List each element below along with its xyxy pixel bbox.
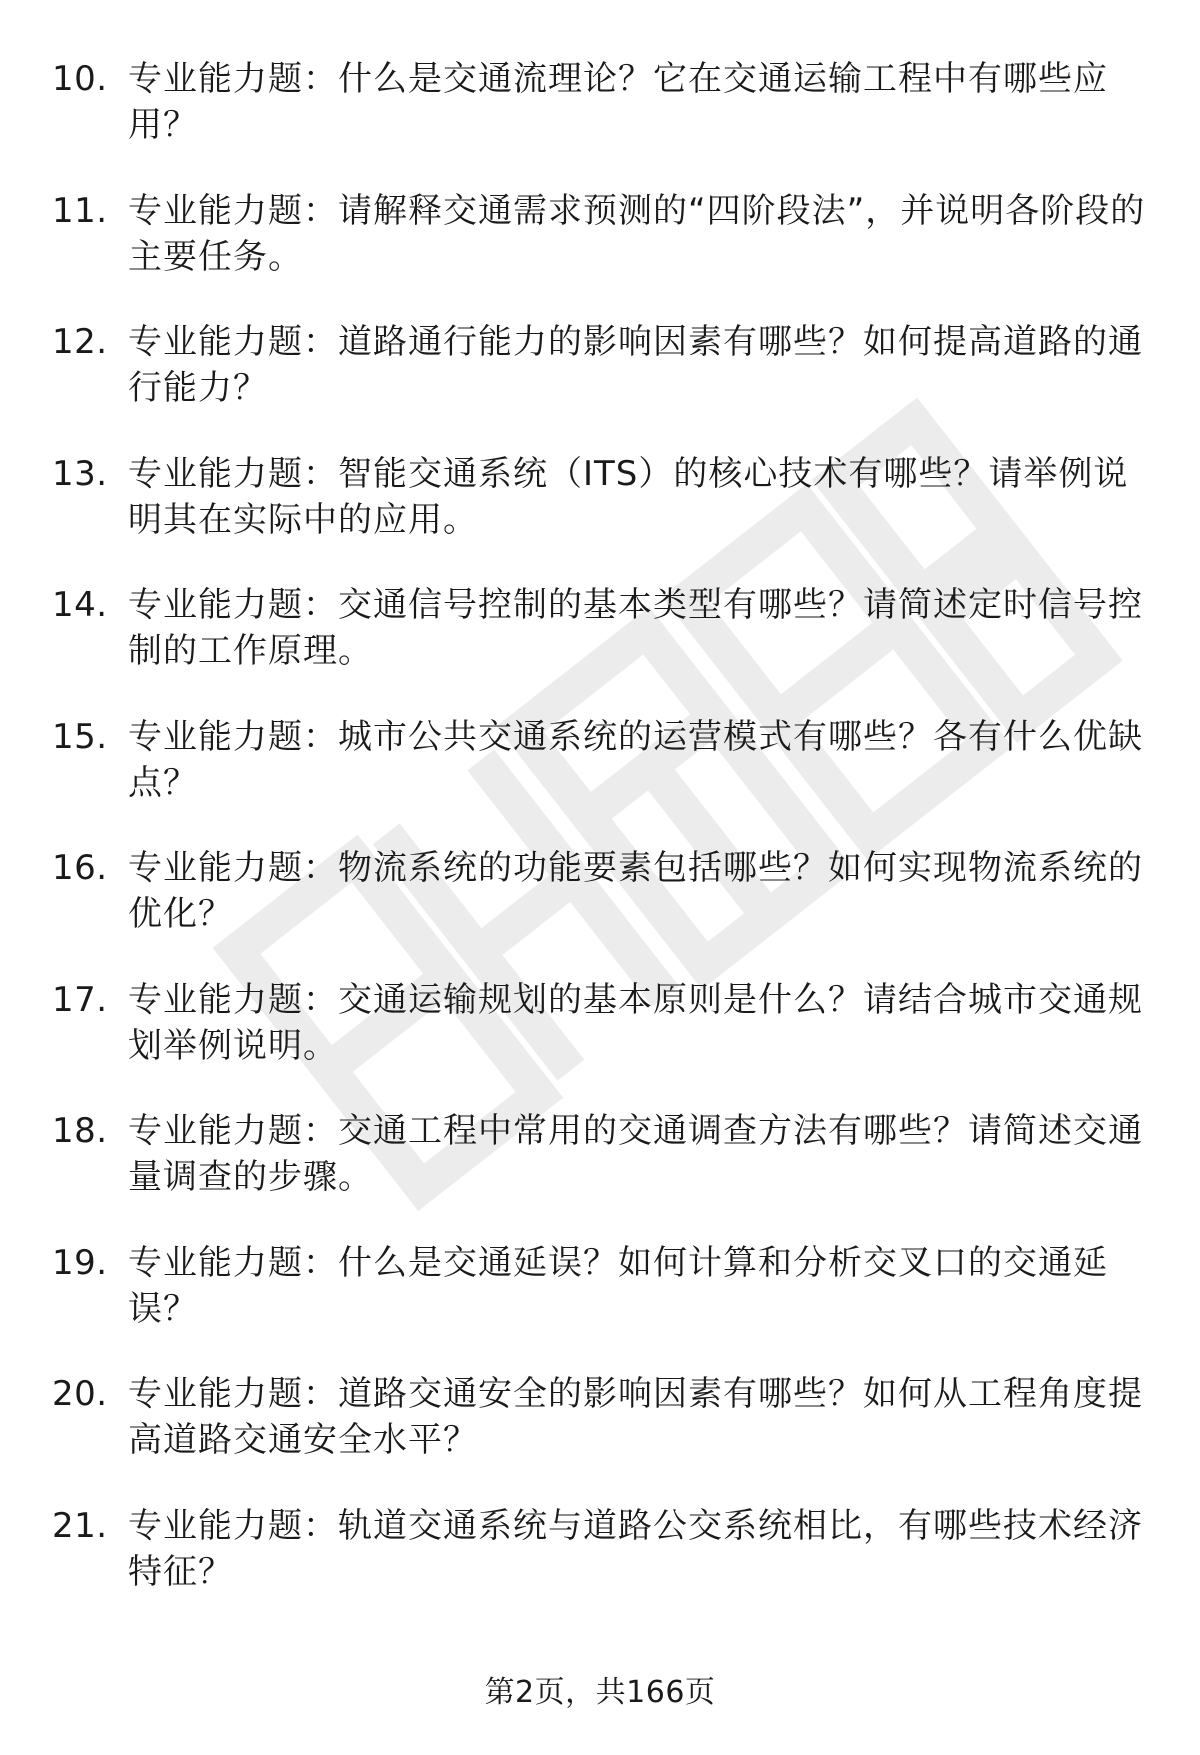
question-number: 19. bbox=[52, 1242, 108, 1283]
question-text: 专业能力题：请解释交通需求预测的“四阶段法”，并说明各阶段的主要任务。 bbox=[128, 190, 1146, 277]
question-item-16 bbox=[0, 845, 1200, 977]
question-text: 专业能力题：什么是交通延误？如何计算和分析交叉口的交通延误？ bbox=[128, 1242, 1108, 1329]
question-text: 专业能力题：智能交通系统（ITS）的核心技术有哪些？请举例说明其在实际中的应用。 bbox=[128, 453, 1129, 540]
question-list bbox=[0, 56, 1200, 1634]
question-text: 专业能力题：交通信号控制的基本类型有哪些？请简述定时信号控制的工作原理。 bbox=[128, 585, 1143, 671]
question-number: 18. bbox=[52, 1111, 108, 1151]
question-number: 13. bbox=[52, 453, 108, 494]
question-text: 专业能力题：交通工程中常用的交通调查方法有哪些？请简述交通量调查的步骤。 bbox=[128, 1111, 1143, 1197]
question-text: 专业能力题：城市公共交通系统的运营模式有哪些？各有什么优缺点？ bbox=[128, 716, 1143, 803]
page-number-footer: 第2页，共166页 bbox=[484, 1675, 716, 1710]
question-item-20 bbox=[0, 1371, 1200, 1503]
question-number: 20. bbox=[52, 1374, 108, 1414]
question-item-13 bbox=[0, 451, 1200, 583]
question-text: 专业能力题：交通运输规划的基本原则是什么？请结合城市交通规划举例说明。 bbox=[128, 979, 1143, 1066]
question-item-12 bbox=[0, 319, 1200, 451]
question-text: 专业能力题：什么是交通流理论？它在交通运输工程中有哪些应用？ bbox=[128, 59, 1108, 145]
question-item-14 bbox=[0, 582, 1200, 714]
question-number: 15. bbox=[52, 716, 108, 757]
question-item-17 bbox=[0, 977, 1200, 1109]
question-item-10 bbox=[0, 56, 1200, 188]
question-text: 专业能力题：道路交通安全的影响因素有哪些？如何从工程角度提高道路交通安全水平？ bbox=[128, 1374, 1143, 1460]
question-item-21 bbox=[0, 1503, 1200, 1635]
question-number: 16. bbox=[52, 848, 108, 888]
question-number: 14. bbox=[52, 585, 108, 625]
question-text: 专业能力题：道路通行能力的影响因素有哪些？如何提高道路的通行能力？ bbox=[128, 322, 1143, 408]
question-number: 12. bbox=[52, 322, 108, 362]
question-item-15 bbox=[0, 714, 1200, 846]
question-text: 专业能力题：物流系统的功能要素包括哪些？如何实现物流系统的优化？ bbox=[128, 848, 1143, 934]
question-number: 11. bbox=[52, 190, 108, 231]
question-item-11 bbox=[0, 188, 1200, 320]
question-number: 17. bbox=[52, 979, 108, 1020]
question-item-19 bbox=[0, 1240, 1200, 1372]
question-text: 专业能力题：轨道交通系统与道路公交系统相比，有哪些技术经济特征？ bbox=[128, 1505, 1143, 1592]
question-item-18 bbox=[0, 1108, 1200, 1240]
question-number: 10. bbox=[52, 59, 108, 99]
question-number: 21. bbox=[52, 1505, 108, 1546]
